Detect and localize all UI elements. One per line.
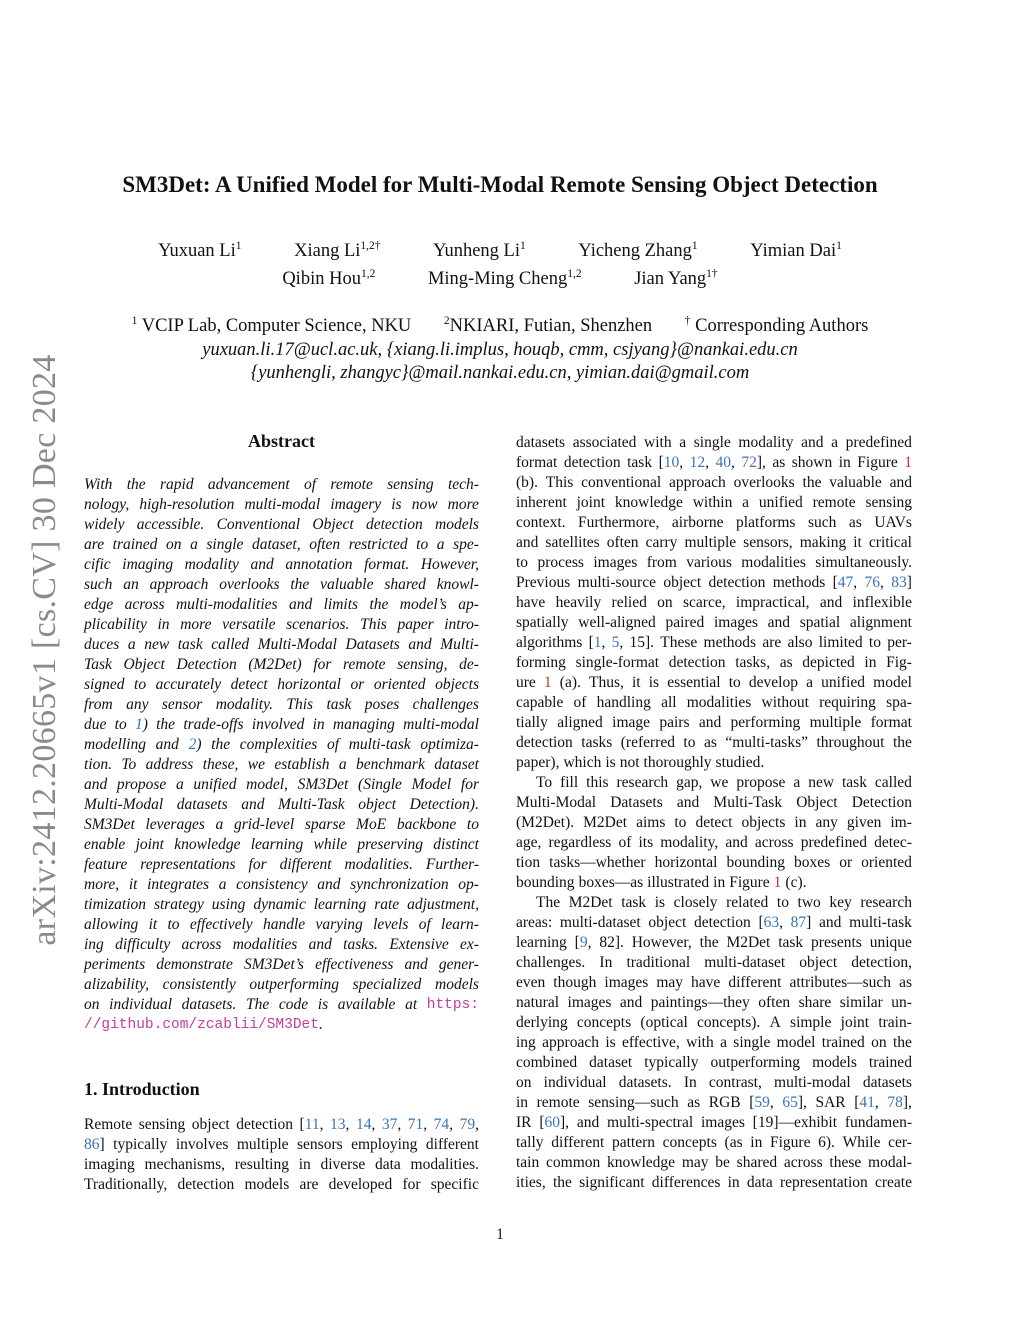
text-line: even though images may have different attributes—such as [516, 974, 912, 991]
text-line: 86] typically involves multiple sensors employing different [84, 1136, 479, 1153]
text-line: spatially well-aligned paired images and spatial alignment [516, 614, 912, 631]
text-line: such an approach overlooks the valuable shared knowl- [84, 576, 479, 593]
text-line: edge across multi-modalities and limits the model’s ap- [84, 596, 479, 613]
text-line: on individual datasets. In contrast, multi-modal datasets [516, 1074, 912, 1091]
text-line: allowing it to effectively handle varying levels of learn- [84, 916, 479, 933]
text-line: IR [60], and multi-spectral images [19]—exhibit fundamen- [516, 1114, 912, 1131]
author: Qibin Hou$^{1,2}$ [282, 268, 376, 290]
text-line: format detection task [10, 12, 40, 72], as shown in Figure 1 [516, 454, 912, 471]
text-line: ing approach is effective, with a single model trained on the [516, 1034, 912, 1051]
text-line: have heavily relied on scarce, impractical, and inflexible [516, 594, 912, 611]
text-line: Multi-Modal Datasets and Multi-Task Object Detection [516, 794, 912, 811]
text-line: periments demonstrate SM3Det’s effectiveness and gener- [84, 956, 479, 973]
text-line: nology, high-resolution multi-modal imagery is now more [84, 496, 479, 513]
text-line: algorithms [1, 5, 15]. These methods are also limited to per- [516, 634, 912, 651]
text-line: Traditionally, detection models are developed for specific [84, 1176, 479, 1193]
text-line: in remote sensing—such as RGB [59, 65], SAR [41, 78], [516, 1094, 912, 1111]
code-link[interactable]: https: [426, 997, 479, 1013]
text-line: tially aligned image pairs and performing multiple format [516, 714, 912, 731]
text-line: tain common knowledge may be shared across these modal- [516, 1154, 912, 1171]
affiliation: † Corresponding Authors [684, 315, 869, 337]
text-line: forming single-format detection tasks, as depicted in Fig- [516, 654, 912, 671]
text-line: cific imaging modality and annotation format. However, [84, 556, 479, 573]
text-line: datasets associated with a single modality and a predefined [516, 434, 912, 451]
text-line: (M2Det). M2Det aims to detect objects in any given im- [516, 814, 912, 831]
text-line: Previous multi-source object detection methods [47, 76, 83] [516, 574, 912, 591]
text-line: age, regardless of its modality, and across predefined detec- [516, 834, 912, 851]
text-line: SM3Det leverages a grid-level sparse MoE backbone to [84, 816, 479, 833]
text-line: tion tasks—whether horizontal bounding boxes or oriented [516, 854, 912, 871]
text-line: To fill this research gap, we propose a new task called [536, 774, 912, 791]
text-line: Remote sensing object detection [11, 13, 14, 37, 71, 74, 79, [84, 1116, 479, 1133]
abstract-heading: Abstract [248, 431, 315, 451]
text-line: paper), which is not thoroughly studied. [516, 754, 765, 771]
authors-row-1 [0, 240, 1000, 262]
text-line: context. Furthermore, airborne platforms such as UAVs [516, 514, 912, 531]
text-line: (b). This conventional approach overlooks the valuable and [516, 474, 912, 491]
author: Xiang $Li^{1,2\dagger}$ [294, 240, 381, 262]
author: Yuxuan Li$^1$ [158, 240, 242, 262]
text-line: detection tasks (referred to as “multi-tasks” throughout the [516, 734, 912, 751]
text-line: inherent joint knowledge within a unified remote sensing [516, 494, 912, 511]
text-line: With the rapid advancement of remote sensing tech- [84, 476, 479, 493]
author: Yicheng Zhang$^1$ [578, 240, 698, 262]
text-line: natural images and paintings—they often share similar un- [516, 994, 912, 1011]
text-line: combined dataset typically outperforming models trained [516, 1054, 912, 1071]
code-link-continued[interactable]: //github.com/zcablii/SM3Det [84, 1017, 319, 1033]
text-line: The M2Det task is closely related to two key research [536, 894, 912, 911]
introduction-body [84, 1115, 479, 1195]
text-line: and satellites often carry multiple sensors, making it critical [516, 534, 912, 551]
text-line: from any sensor modality. This task poses challenges [84, 696, 479, 713]
text-line: duces a new task called Multi-Modal Datasets and Multi- [84, 636, 479, 653]
author: Yimian Dai$^1$ [750, 240, 842, 262]
author: Jian Yang$^{1\dagger}$ [634, 268, 718, 290]
text-line: on individual datasets. The code is available at https: [84, 996, 479, 1013]
text-line: ure 1 (a). Thus, it is essential to develop a unified model [516, 674, 912, 691]
text-line: challenges. In traditional multi-dataset object detection, [516, 954, 912, 971]
text-line: bounding boxes—as illustrated in Figure 1 (c). [516, 874, 807, 891]
text-line: are trained on a single dataset, often restricted to a spe- [84, 536, 479, 553]
text-line: derlying concepts (optical concepts). A simple joint train- [516, 1014, 912, 1031]
right-column-body [516, 433, 912, 1193]
text-line: and propose a unified model, SM3Det (Single Model for [84, 776, 479, 793]
text-line: ities, the significant differences in data representation create [516, 1174, 912, 1191]
affiliation: $^2$NKIARI, Futian, Shenzhen [443, 315, 653, 337]
text-line: signed to accurately detect horizontal or oriented objects [84, 676, 479, 693]
text-line: tion. To address these, we establish a benchmark dataset [84, 756, 479, 773]
author: Ming-Ming Cheng$^{1,2}$ [427, 268, 582, 290]
text-line: ing difficulty across modalities and tasks. Extensive ex- [84, 936, 479, 953]
arxiv-id: arXiv:2412.20665v1 [cs.CV] 30 Dec 2024 [26, 354, 63, 946]
text-line: tally different pattern concepts (as in Figure 6). While cer- [516, 1134, 912, 1151]
authors-row-2 [0, 268, 1000, 290]
author: Yunheng Li$^1$ [433, 240, 526, 262]
section-heading-introduction: 1. Introduction [84, 1079, 200, 1099]
text-line: more, it integrates a consistency and synchronization op- [84, 876, 479, 893]
email-line-1: yuxuan.li.17@ucl.ac.uk, {xiang.li.implus, houqb, cmm, csjyang}@nankai.edu.cn [202, 340, 798, 360]
page-number: 1 [496, 1226, 504, 1243]
text-line: alizability, consistently outperforming specialized models [84, 976, 479, 993]
text-line: Multi-Modal datasets and Multi-Task object Detection). [84, 796, 479, 813]
text-line: to process images from various modalities simultaneously. [516, 554, 912, 571]
affiliations [0, 315, 1000, 337]
text-line: imaging mechanisms, resulting in diverse data modalities. [84, 1156, 479, 1173]
text-line: feature representations for different modalities. Further- [84, 856, 479, 873]
text-line: modelling and 2) the complexities of multi-task optimiza- [84, 736, 479, 753]
text-line: learning [9, 82]. However, the M2Det task presents unique [516, 934, 912, 951]
abstract-body [84, 475, 479, 1035]
text-line: timization strategy using dynamic learning rate adjustment, [84, 896, 479, 913]
text-line: capable of handling all modalities without requiring spa- [516, 694, 912, 711]
paper-title: SM3Det: A Unified Model for Multi-Modal Remote Sensing Object Detection [122, 172, 878, 197]
text-line: due to 1) the trade-offs involved in managing multi-modal [84, 716, 479, 733]
email-line-2: {yunhengli, zhangyc}@mail.nankai.edu.cn, yimian.dai@gmail.com [250, 363, 750, 383]
text-line: Task Object Detection (M2Det) for remote sensing, de- [84, 656, 479, 673]
text-line: widely accessible. Conventional Object detection models [84, 516, 479, 533]
affiliation: $^1$ VCIP Lab, Computer Science, NKU [131, 315, 412, 337]
text-line: plicability in more versatile scenarios. This paper intro- [84, 616, 479, 633]
text-line: //github.com/zcablii/SM3Det . [84, 1016, 323, 1033]
text-line: enable joint knowledge learning while preserving distinct [84, 836, 479, 853]
text-line: areas: multi-dataset object detection [63, 87] and multi-task [516, 914, 912, 931]
